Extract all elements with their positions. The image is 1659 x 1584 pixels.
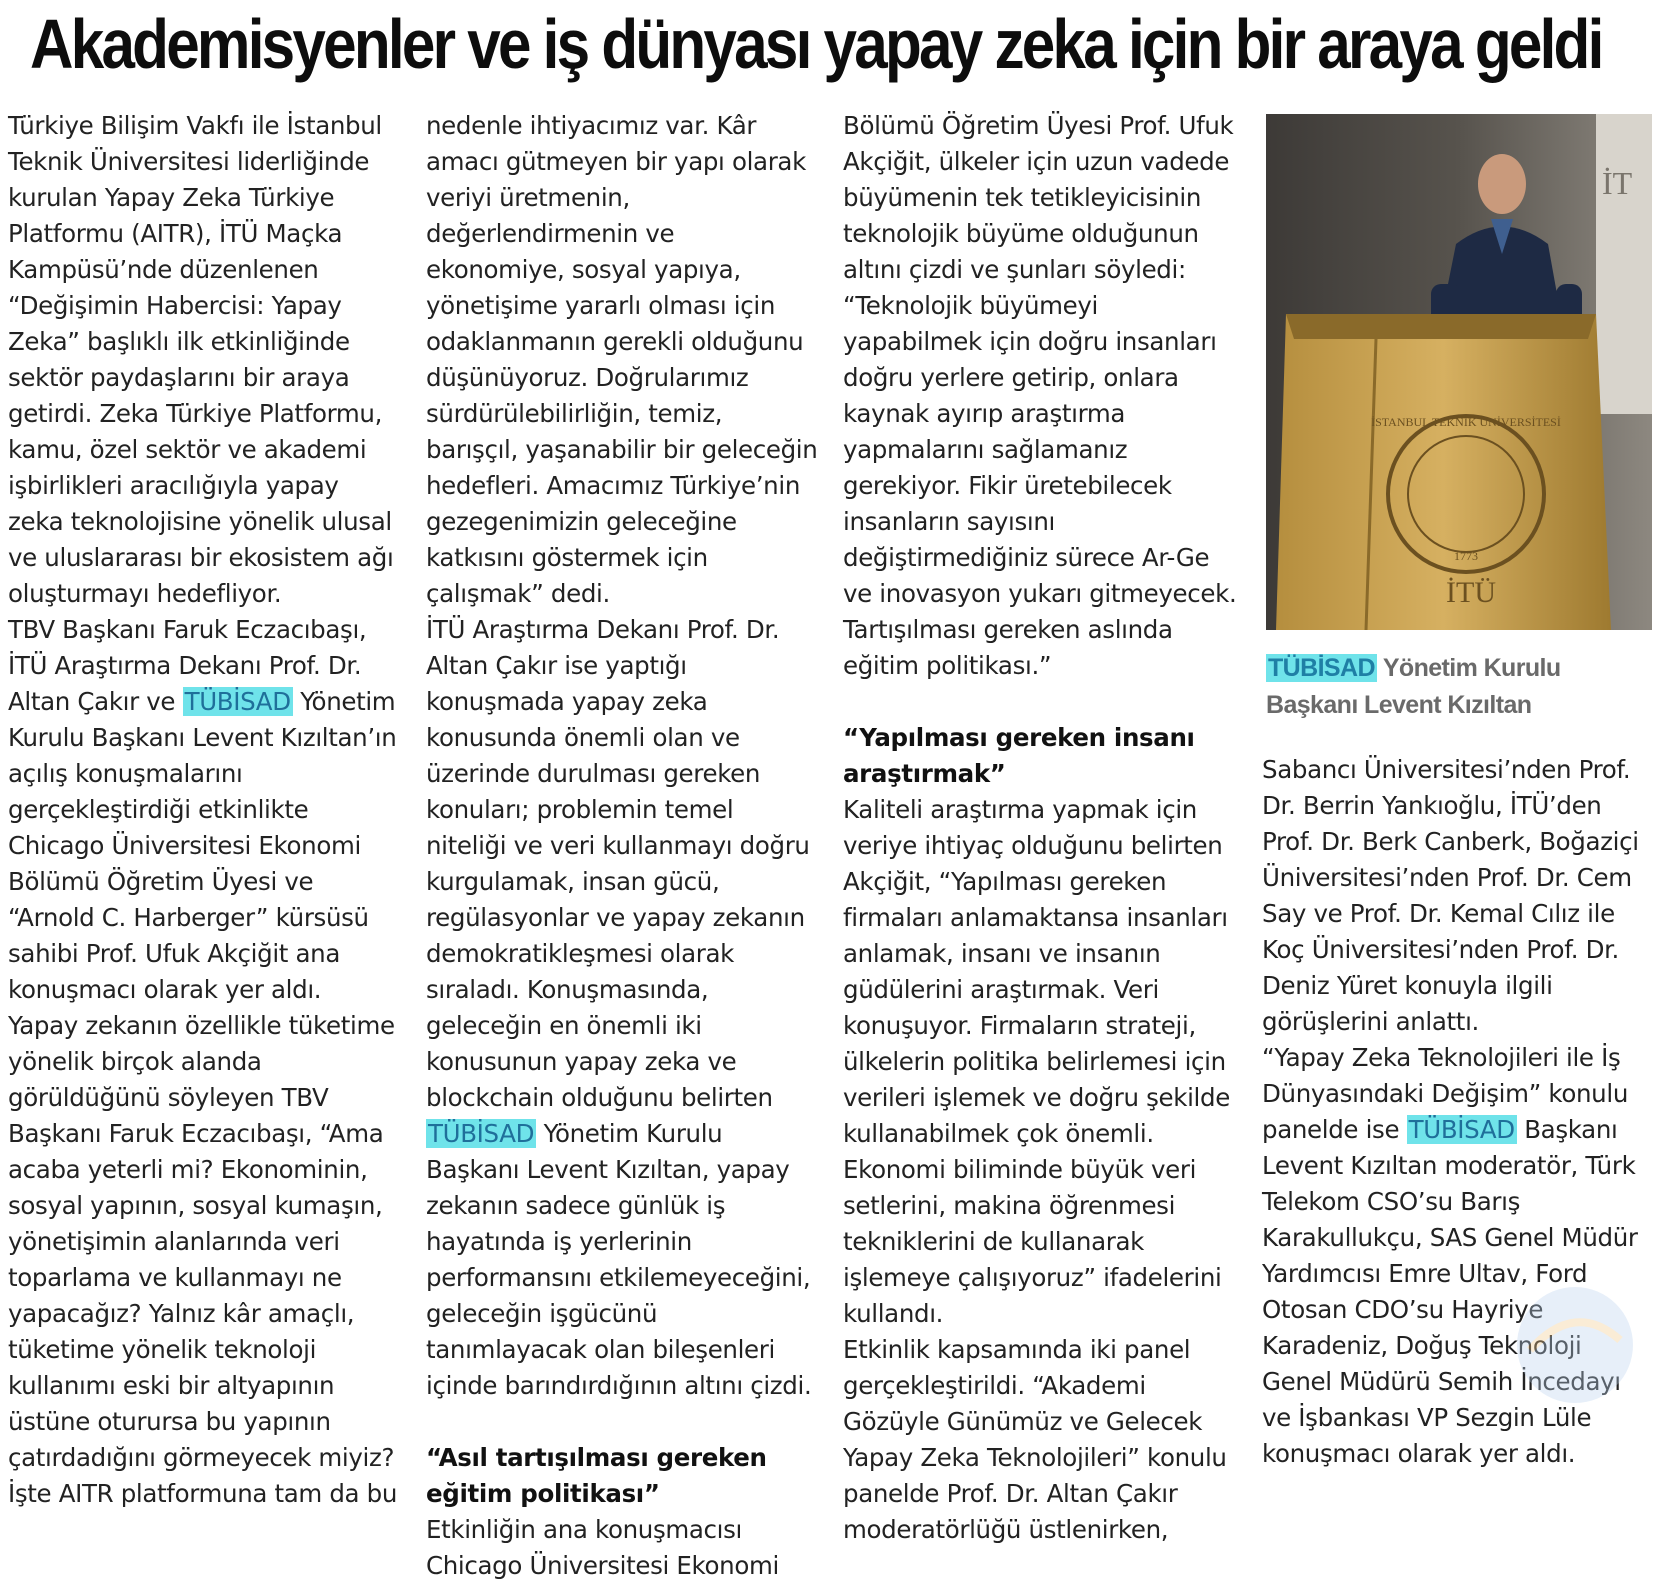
paragraph: Etkinlik kapsamında iki panel gerçekleştirildi. “Akademi Gözüyle Günümüz ve Gelecek Yapay Zeka Teknolojileri” konulu panelde Prof. Dr. Altan Çakır moderatörlüğü üstlenirken, <box>843 1335 1227 1544</box>
paragraph <box>8 612 400 1008</box>
wall-lettering: İT <box>1602 165 1633 201</box>
text: TBV Başkanı Faruk Eczacıbaşı, İTÜ Araştırma Dekanı Prof. Dr. Altan Çakır ve <box>8 615 367 716</box>
text: Yönetim Kurulu Başkanı Levent Kızıltan, yapay zekanın sadece günlük iş hayatında iş yerlerinin performansını etkilemeyeceğini, geleceğin işgücünü tanımlayacak olan bileşenleri içinde barındırdığının altını çizdi. <box>426 1119 812 1400</box>
article-column-1 <box>8 108 400 1512</box>
highlighted-term: TÜBİSAD <box>1408 1115 1515 1144</box>
text: Başkanı Levent Kızıltan moderatör, Türk Telekom CSO’su Barış Karakullukçu, SAS Genel Müdür Yardımcısı Emre Ultav, Ford Otosan CDO’su Hayriye Karadeniz, Doğuş Teknoloji Genel Müdürü Semih İncedayı ve İşbankası VP Sezgin Lüle konuşmacı olarak yer aldı. <box>1262 1115 1638 1468</box>
paragraph: Yapay zekanın özellikle tüketime yönelik birçok alanda görüldüğünü söyleyen TBV Başkanı Faruk Eczacıbaşı, “Ama acaba yeterli mi? Ekonominin, sosyal yapının, sosyal kumaşın, yönetişimin alanlarında veri toparlama ve kullanmayı ne yapacağız? Yalnız kâr amaçlı, tüketime yönelik teknoloji kullanımı eski bir altyapının üstüne oturursa bu yapının çatırdadığını görmeyecek miyiz? İşte AITR platformuna tam da bu <box>8 1011 398 1508</box>
paragraph <box>426 612 818 1404</box>
article-column-2 <box>426 108 818 1584</box>
seal-year: 1773 <box>1454 549 1478 563</box>
subheading: “Asıl tartışılması gereken eğitim politikası” <box>426 1443 767 1508</box>
podium-lettering: İTÜ <box>1446 576 1496 609</box>
paragraph: Etkinliğin ana konuşmacısı Chicago Üniversitesi Ekonomi <box>426 1515 779 1580</box>
text: İTÜ Araştırma Dekanı Prof. Dr. Altan Çakır ise yaptığı konuşmada yapay zeka konusunda önemli olan ve üzerinde durulması gereken konuları; problemin temel niteliği ve veri kullanmayı doğru kurgulamak, insan gücü, regülasyonlar ve yapay zekanın demokratikleşmesi olarak sıraladı. Konuşmasında, geleceğin en önemli iki konusunun yapay zeka ve blockchain olduğunu belirten <box>426 615 810 1112</box>
paragraph: Sabancı Üniversitesi’nden Prof. Dr. Berrin Yankıoğlu, İTÜ’den Prof. Dr. Berk Canberk, Boğaziçi Üniversitesi’nden Prof. Dr. Cem Say ve Prof. Dr. Kemal Cılız ile Koç Üniversitesi’nden Prof. Dr. Deniz Yüret konuyla ilgili görüşlerini anlattı. <box>1262 755 1639 1036</box>
highlighted-term: TÜBİSAD <box>1268 654 1375 682</box>
seal-text: İSTANBUL TEKNİK ÜNİVERSİTESİ <box>1371 415 1561 429</box>
text: “Yapay Zeka Teknolojileri ile İş Dünyasındaki Değişim” konulu panelde ise <box>1262 1043 1628 1144</box>
article-column-3 <box>843 108 1238 1548</box>
highlighted-term: TÜBİSAD <box>428 1119 535 1148</box>
photo-caption <box>1266 650 1646 724</box>
speaker-photo-illustration <box>1266 114 1652 630</box>
article-headline: Akademisyenler ve iş dünyası yapay zeka için bir araya geldi <box>30 5 1602 83</box>
watermark-stamp-icon <box>1510 1280 1640 1410</box>
caption-text: Yönetim Kurulu Başkanı Levent Kızıltan <box>1266 654 1561 719</box>
subheading: “Yapılması gereken insanı araştırmak” <box>843 723 1195 788</box>
speaker-photo <box>1266 114 1652 630</box>
highlighted-term: TÜBİSAD <box>184 687 291 716</box>
paragraph: nedenle ihtiyacımız var. Kâr amacı gütmeyen bir yapı olarak veriyi üretmenin, değerlendirmenin ve ekonomiye, sosyal yapıya, yönetişime yararlı olması için odaklanmanın gerekli olduğunu düşünüyoruz. Doğrularımız sürdürülebilirliğin, temiz, barışçıl, yaşanabilir bir geleceğin hedefleri. Amacımız Türkiye’nin gezegenimizin geleceğine katkısını göstermek için çalışmak” dedi. <box>426 111 818 608</box>
text: Yönetim Kurulu Başkanı Levent Kızıltan’ın açılış konuşmalarını gerçekleştirdiği etkinlikte Chicago Üniversitesi Ekonomi Bölümü Öğretim Üyesi ve “Arnold C. Harberger” kürsüsü sahibi Prof. Ufuk Akçiğit ana konuşmacı olarak yer aldı. <box>8 687 397 1004</box>
paragraph: Türkiye Bilişim Vakfı ile İstanbul Teknik Üniversitesi liderliğinde kurulan Yapay Zeka Türkiye Platformu (AITR), İTÜ Maçka Kampüsü’nde düzenlenen “Değişimin Habercisi: Yapay Zeka” başlıklı ilk etkinliğinde sektör paydaşlarını bir araya getirdi. Zeka Türkiye Platformu, kamu, özel sektör ve akademi işbirlikleri aracılığıyla yapay zeka teknolojisine yönelik ulusal ve uluslararası bir ekosistem ağı oluşturmayı hedefliyor. <box>8 111 394 608</box>
paragraph: Kaliteli araştırma yapmak için veriye ihtiyaç olduğunu belirten Akçiğit, “Yapılması gereken firmaları anlamaktansa insanları anlamak, insanı ve insanın güdülerini araştırmak. Veri konuşuyor. Firmaların strateji, ülkelerin politika belirlemesi için verileri işlemek ve doğru şekilde kullanabilmek çok önemli. Ekonomi biliminde büyük veri setlerini, makina öğrenmesi tekniklerini de kullanarak işlemeye çalışıyoruz” ifadelerini kullandı. <box>843 795 1230 1328</box>
paragraph: Bölümü Öğretim Üyesi Prof. Ufuk Akçiğit, ülkeler için uzun vadede büyümenin tek tetikleyicisinin teknolojik büyüme olduğunun altını çizdi ve şunları söyledi: “Teknolojik büyümeyi yapabilmek için doğru insanları doğru yerlere getirip, onlara kaynak ayırıp araştırma yapmalarını sağlamanız gerekiyor. Fikir üretebilecek insanların sayısını değiştirmediğiniz sürece Ar-Ge ve inovasyon yukarı gitmeyecek. Tartışılması gereken aslında eğitim politikası.” <box>843 111 1237 680</box>
